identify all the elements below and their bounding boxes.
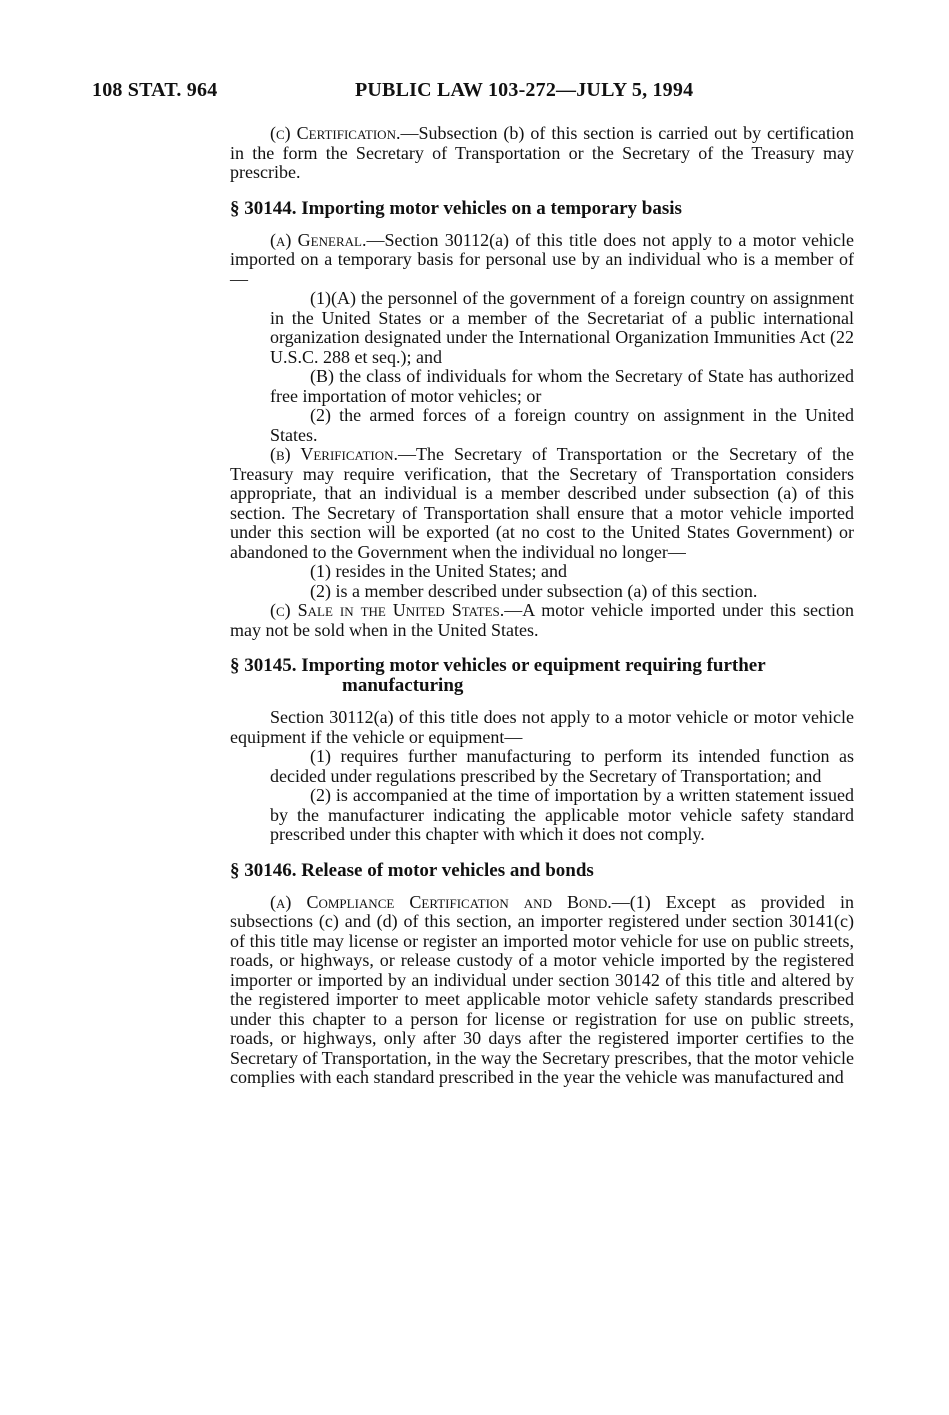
section-30145-item-1: (1) requires further manufacturing to perform its intended function as decided under regulations prescribed by the Secretary of Transportation; and (270, 746, 854, 786)
section-30146-a-text: —(1) Except as provided in subsections (c) and (d) of this section, an importer registered under section 30141(c) of this title may license or register an imported motor vehicle for use on public streets, roads, or highways, or release custody of a motor vehicle imported by the registered importer or imported by an individual under section 30142 of this title and altered by the registered importer to meet applicable motor vehicle safety standards prescribed under this chapter to a person for license or registration for use on public streets, roads, or highways, only after 30 days after the registered importer certifies to the Secretary of Transportation, in the way the Secretary prescribes, that the motor vehicle complies with each standard prescribed in the year the vehicle was manufactured and (230, 891, 854, 1087)
page-header (92, 74, 852, 106)
section-30145-heading: § 30145. Importing motor vehicles or equipment requiring further manufacturing (230, 655, 766, 696)
document-body (230, 124, 854, 1088)
section-30144-c-text: —A motor vehicle imported under this section may not be sold when in the United States. (230, 600, 854, 640)
section-30144-a-label: (a) General. (270, 229, 367, 250)
section-30144-c-label: (c) Sale in the United States. (270, 600, 505, 620)
section-30146-a-label: (a) Compliance Certification and Bond. (270, 891, 612, 912)
section-30144-a-text: —Section 30112(a) of this title does not apply to a motor vehicle imported on a temporary basis for personal use by an individual who is a member of— (230, 229, 854, 289)
section-30144-a1B: (B) the class of individuals for whom the Secretary of State has authorized free importation of motor vehicles; or (270, 366, 854, 406)
section-30144-c-paragraph (230, 601, 854, 640)
certification-label: (c) Certification. (270, 123, 401, 143)
section-30144-b-text: —The Secretary of Transportation or the Secretary of the Treasury may require verification, that the Secretary of Transportation considers appropriate, that an individual is a member described under subsection (a) of this section. The Secretary of Transportation shall ensure that a motor vehicle imported under this section will be exported (at no cost to the United States Government) or abandoned to the Government when the individual no longer— (230, 444, 854, 562)
section-30144-heading: § 30144. Importing motor vehicles on a temporary basis (230, 197, 682, 219)
section-30144-b1: (1) resides in the United States; and (310, 561, 567, 581)
section-30146-a-paragraph (230, 893, 854, 1088)
section-30144-a2: (2) the armed forces of a foreign country on assignment in the United States. (270, 405, 854, 445)
section-30144-b-label: (b) Verification. (270, 444, 399, 464)
statute-page-number: 108 STAT. 964 (92, 79, 218, 101)
section-30144-b-paragraph (230, 445, 854, 562)
section-30144-b2: (2) is a member described under subsection (a) of this section. (310, 580, 758, 601)
section-30145-intro: Section 30112(a) of this title does not apply to a motor vehicle or motor vehicle equipment if the vehicle or equipment— (230, 707, 854, 747)
certification-text: —Subsection (b) of this section is carried out by certification in the form the Secretary of Transportation or the Secretary of the Treasury may prescribe. (230, 123, 854, 182)
section-30144-a-paragraph (230, 231, 854, 290)
section-30146-heading: § 30146. Release of motor vehicles and bonds (230, 859, 594, 881)
public-law-title: PUBLIC LAW 103-272—JULY 5, 1994 (355, 79, 694, 101)
section-30144-a1A: (1)(A) the personnel of the government of a foreign country on assignment in the United States or a member of the Secretariat of a public international organization designated under the International Organization Immunities Act (22 U.S.C. 288 et seq.); and (270, 288, 854, 367)
section-30145-item-2: (2) is accompanied at the time of importation by a written statement issued by the manufacturer indicating the applicable motor vehicle safety standard prescribed under this chapter with which it does not comply. (270, 785, 854, 844)
certification-paragraph (230, 124, 854, 183)
